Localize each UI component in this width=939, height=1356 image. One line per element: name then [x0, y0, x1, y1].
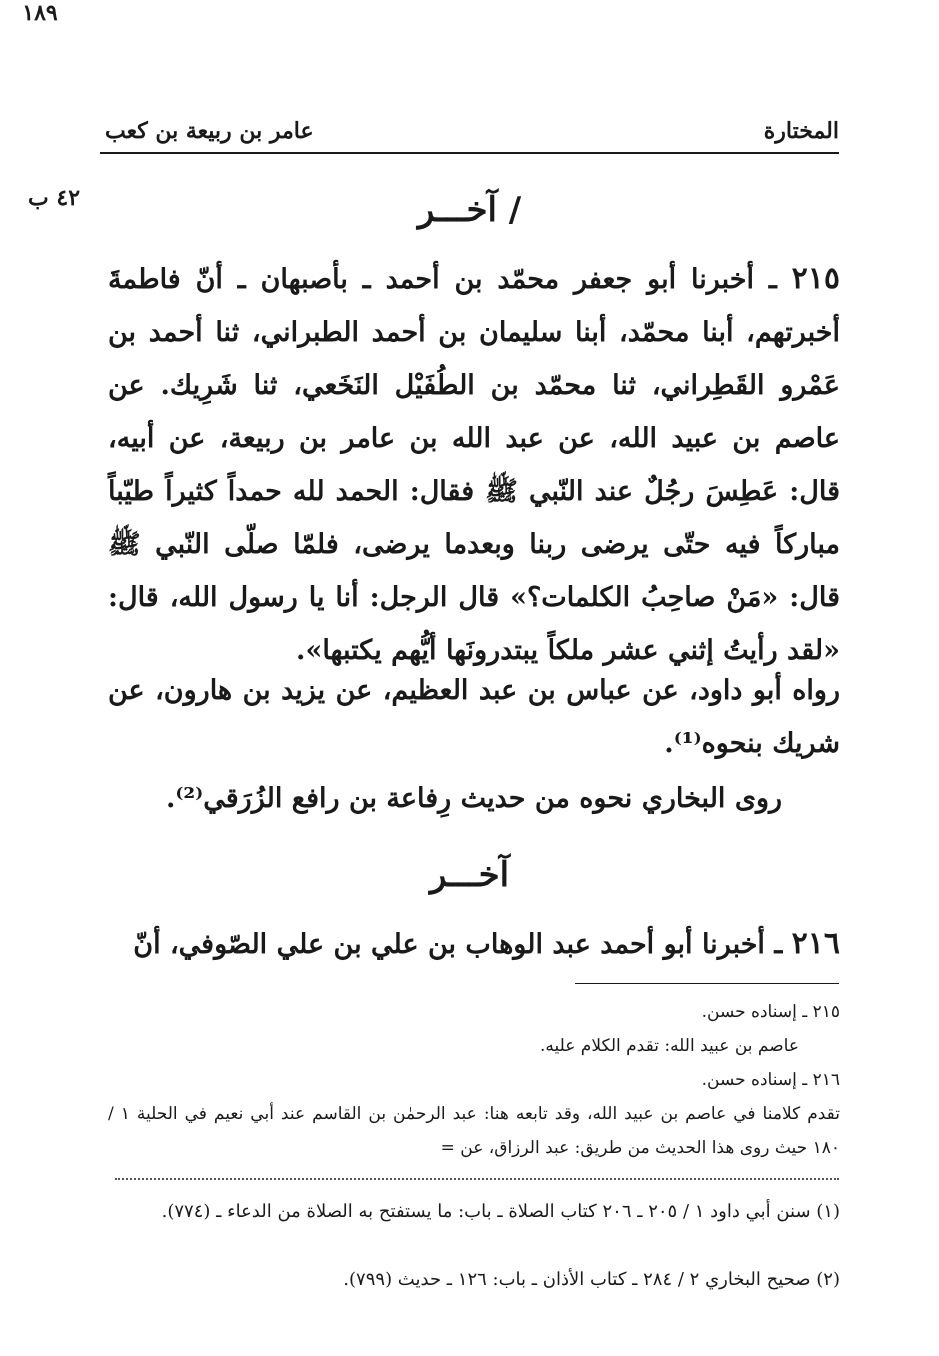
takhrij-bukhari: روى البخاري نحوه من حديث رِفاعة بن رافع الزُرَقي⁽²⁾. [165, 783, 783, 814]
footnote-rule [575, 983, 839, 984]
margin-folio-note: ٤٢ ب [28, 185, 81, 211]
footnote-216-note: تقدم كلامنا في عاصم بن عبيد الله، وقد تابعه هنا: عبد الرحمٰن بن القاسم عند أبي نعيم في الحلية ١ / ١٨٠ حيث روى هذا الحديث من طريق: عبد الرزاق، عن = [108, 1104, 840, 1158]
reference-1: (١) سنن أبي داود ١ / ٢٠٥ ـ ٢٠٦ كتاب الصلاة ـ باب: ما يستفتح به الصلاة من الدعاء ـ (٧٧٤). [161, 1201, 840, 1222]
hadith-215 [108, 252, 840, 677]
header-chapter-title: عامر بن ربيعة بن كعب [105, 118, 314, 144]
section-heading-1: / آخـــر [417, 190, 522, 230]
hadith-text: ـ أخبرنا أبو أحمد عبد الوهاب بن علي بن علي الصّوفي، أنّ [133, 929, 783, 960]
hadith-216 [108, 917, 840, 971]
section-heading-2: آخـــر [429, 855, 510, 895]
hadith-number: ٢١٥ [791, 261, 840, 296]
footnote-215-note: عاصم بن عبيد الله: تقدم الكلام عليه. [539, 1036, 799, 1056]
header-rule [100, 152, 839, 154]
header-book-title: المختارة [763, 118, 839, 144]
page-number: ١٨٩ [22, 0, 58, 26]
footnote-215: ٢١٥ ـ إسناده حسن. [701, 1002, 840, 1022]
takhrij-abu-dawud: رواه أبو داود، عن عباس بن عبد العظيم، عن يزيد بن هارون، عن شريك بنحوه⁽¹⁾. [108, 675, 840, 759]
footnote-dotted-rule [115, 1178, 839, 1180]
hadith-number: ٢١٦ [791, 926, 840, 961]
reference-2: (٢) صحيح البخاري ٢ / ٢٨٤ ـ كتاب الأذان ـ باب: ١٢٦ ـ حديث (٧٩٩). [343, 1269, 840, 1290]
footnote-216: ٢١٦ ـ إسناده حسن. [701, 1070, 840, 1090]
hadith-text: ـ أخبرنا أبو جعفر محمّد بن أحمد ـ بأصبهان ـ أنّ فاطمةَ أخبرتهم، أبنا محمّد، أبنا سليمان بن أحمد الطبراني، ثنا أحمد بن عَمْرو القَطِراني، ثنا محمّد بن الطُفَيْل النَخَعي، ثنا شَرِيك. عن عاصم بن عبيد الله، عن عبد الله بن عامر بن ربيعة، عن أبيه، قال: عَطِسَ رجُلٌ عند النّبي ﷺ فقال: الحمد لله حمداً كثيراً طيّباً مباركاً فيه حتّى يرضى ربنا وبعدما يرضى، فلمّا صلّى النّبي ﷺ قال: «مَنْ صاحِبُ الكلمات؟» قال الرجل: أنا يا رسول الله، قال: «لقد رأيتُ إثني عشر ملكاً يبتدرونَها أيُّهم يكتبها». [108, 264, 840, 666]
